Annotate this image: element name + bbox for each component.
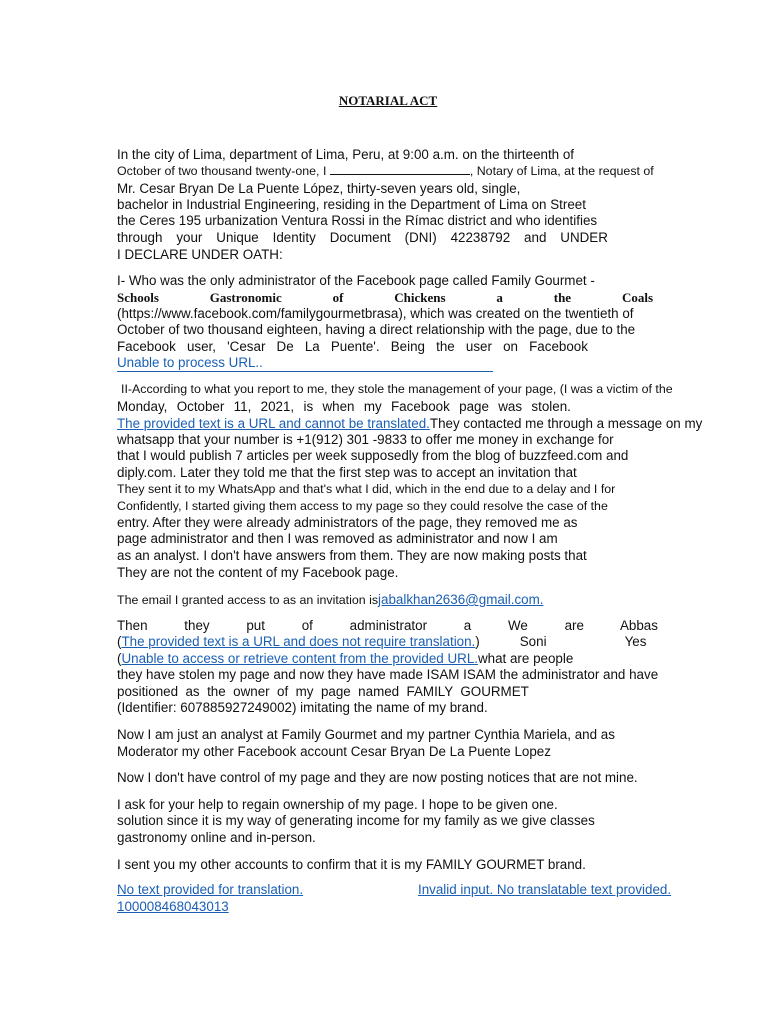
- word: a: [496, 290, 503, 305]
- footer-id-link[interactable]: 100008468043013: [117, 899, 229, 914]
- word: 42238792: [450, 230, 511, 245]
- word: 'Cesar: [227, 339, 266, 354]
- p2-line-2: [117, 289, 653, 306]
- word: they put: [184, 618, 265, 633]
- p3-line-10: page administrator and then I was removed as administrator and now I am: [117, 531, 558, 546]
- p3-line-3: [117, 415, 702, 432]
- p1-line-6: [117, 229, 608, 246]
- p9-line: I sent you my other accounts to confirm that it is my FAMILY GOURMET brand.: [117, 857, 586, 872]
- p5-line-3-text: what are people: [477, 651, 574, 666]
- url-link-2[interactable]: The provided text is a URL and cannot be translated.: [117, 416, 430, 431]
- p1-line-2: [117, 163, 654, 180]
- word: through: [117, 230, 163, 245]
- word: Chickens: [394, 290, 446, 305]
- p3-line-4: whatsapp that your number is +1(912) 301 -9833 to offer me money in exchange for: [117, 432, 614, 447]
- p5-line-3: [117, 650, 573, 667]
- word: on: [503, 339, 518, 354]
- word: Monday,: [117, 399, 168, 414]
- word: was: [498, 399, 523, 414]
- p4-line: [117, 591, 543, 609]
- word: of: [301, 618, 313, 633]
- p2-line-3: (https://www.facebook.com/familygourmetbrasa), which was created on the twentieth of: [117, 306, 634, 321]
- word: when: [322, 399, 355, 414]
- word: administrator: [349, 618, 428, 633]
- p1-line-5: the Ceres 195 urbanization Ventura Rossi in the Rímac district and who identifies: [117, 213, 598, 228]
- p1-line-4: bachelor in Industrial Engineering, residing in the Department of Lima on Street: [117, 197, 586, 212]
- p5-line-4: they have stolen my page and now they have made ISAM ISAM the administrator and have: [117, 667, 659, 682]
- word: user,: [186, 339, 216, 354]
- word: De: [276, 339, 294, 354]
- word: Abbas: [619, 618, 658, 633]
- word: La: [304, 339, 320, 354]
- footer-link-left-line: [117, 881, 303, 898]
- p3-line-5: that I would publish 7 articles per week supposedly from the blog of buzzfeed.com and: [117, 448, 629, 463]
- word: Puente'.: [330, 339, 380, 354]
- word: Unique: [216, 230, 259, 245]
- p1-line-2b: , Notary of Lima, at the request of: [469, 164, 654, 178]
- paren: (: [117, 651, 122, 666]
- p8-line-2: solution since it is my way of generating income for my family as we give classes: [117, 813, 595, 828]
- word: We are: [508, 618, 584, 633]
- word: page: [459, 399, 489, 414]
- p3-line-2: [117, 398, 571, 415]
- word: (DNI): [404, 230, 437, 245]
- word: Facebook: [117, 339, 176, 354]
- p5-line-1: [117, 617, 658, 634]
- p2-line-1: I- Who was the only administrator of the Facebook page called Family Gourmet -: [117, 273, 595, 288]
- notary-name-blank: [330, 163, 470, 175]
- word: 11,: [233, 399, 252, 414]
- p1-line-1: In the city of Lima, department of Lima, Peru, at 9:00 a.m. on the thirteenth of: [117, 147, 575, 162]
- word: the: [436, 339, 455, 354]
- paren: ): [475, 634, 480, 649]
- footer-id-line: [117, 898, 229, 915]
- p6-line-1: Now I am just an analyst at Family Gourmet and my partner Cynthia Mariela, and as: [117, 727, 615, 742]
- word: user: [465, 339, 492, 354]
- word: Document: [329, 230, 391, 245]
- footer-link-left[interactable]: No text provided for translation.: [117, 882, 304, 897]
- word: a: [463, 618, 472, 633]
- p3-line-11: as an analyst. I don't have answers from them. They are now making posts that: [117, 548, 587, 563]
- p5-line-2: [117, 633, 646, 650]
- p7-line: Now I don't have control of my page and they are now posting notices that are not mine.: [117, 770, 638, 785]
- p8-line-3: gastronomy online and in-person.: [117, 830, 316, 845]
- word: of: [332, 290, 344, 305]
- url-link-4[interactable]: Unable to access or retrieve content from the provided URL.: [121, 651, 478, 666]
- url-link-3[interactable]: The provided text is a URL and does not require translation.: [121, 634, 476, 649]
- email-link[interactable]: jabalkhan2636@gmail.com.: [378, 592, 544, 607]
- p3-line-6: diply.com. Later they told me that the first step was to accept an invitation that: [117, 465, 577, 480]
- p2-line-6: [117, 354, 493, 372]
- p5-line-5: positioned as the owner of my page named FAMILY GOURMET: [117, 684, 529, 699]
- footer-link-right-line: [418, 881, 671, 898]
- p3-line-12: They are not the content of my Facebook page.: [117, 565, 399, 580]
- p4-text: The email I granted access to as an invitation is: [117, 593, 379, 607]
- p8-line-1: I ask for your help to regain ownership of my page. I hope to be given one.: [117, 797, 558, 812]
- word: Being: [390, 339, 425, 354]
- p3-line-8: Confidently, I started giving them access to my page so they could resolve the case of the: [117, 499, 608, 513]
- p5-line-6: (Identifier: 607885927249002) imitating the name of my brand.: [117, 700, 488, 715]
- word: Facebook: [529, 339, 588, 354]
- word: and: [524, 230, 547, 245]
- paren: (: [117, 634, 122, 649]
- p1-line-7: I DECLARE UNDER OATH:: [117, 247, 283, 262]
- footer-link-right[interactable]: Invalid input. No translatable text provided.: [418, 882, 672, 897]
- word: Coals: [621, 290, 653, 305]
- word: your: [176, 230, 203, 245]
- word: stolen.: [531, 399, 571, 414]
- p1-line-3: Mr. Cesar Bryan De La Puente López, thirty-seven years old, single,: [117, 181, 521, 196]
- document-title: NOTARIAL ACT: [338, 93, 438, 108]
- word: Identity: [272, 230, 316, 245]
- word: October: [176, 399, 225, 414]
- p2-line-4: October of two thousand eighteen, having a direct relationship with the page, due to the: [117, 322, 636, 337]
- word: Gastronomic: [209, 290, 282, 305]
- word: Then: [117, 618, 148, 633]
- word: UNDER: [560, 230, 608, 245]
- p3-line-3-text: They contacted me through a message on my: [429, 416, 703, 431]
- p6-line-2: Moderator my other Facebook account Cesar Bryan De La Puente Lopez: [117, 744, 551, 759]
- word: Soni: [519, 634, 547, 649]
- word: the: [553, 290, 572, 305]
- p1-line-2a: October of two thousand twenty-one, I: [117, 164, 327, 178]
- word: my: [363, 399, 382, 414]
- p2-line-5: [117, 338, 588, 355]
- word: Yes: [624, 634, 647, 649]
- url-link-1[interactable]: Unable to process URL..: [117, 354, 493, 372]
- p3-line-1: II-According to what you report to me, they stole the management of your page, (I was a victim of the: [121, 382, 673, 396]
- p3-line-7: They sent it to my WhatsApp and that's what I did, which in the end due to a delay and I for: [117, 482, 616, 496]
- p3-line-9: entry. After they were already administrators of the page, they removed me as: [117, 515, 578, 530]
- word: Schools: [117, 290, 159, 305]
- word: Facebook: [391, 399, 450, 414]
- word: 2021,: [260, 399, 295, 414]
- word: is: [303, 399, 314, 414]
